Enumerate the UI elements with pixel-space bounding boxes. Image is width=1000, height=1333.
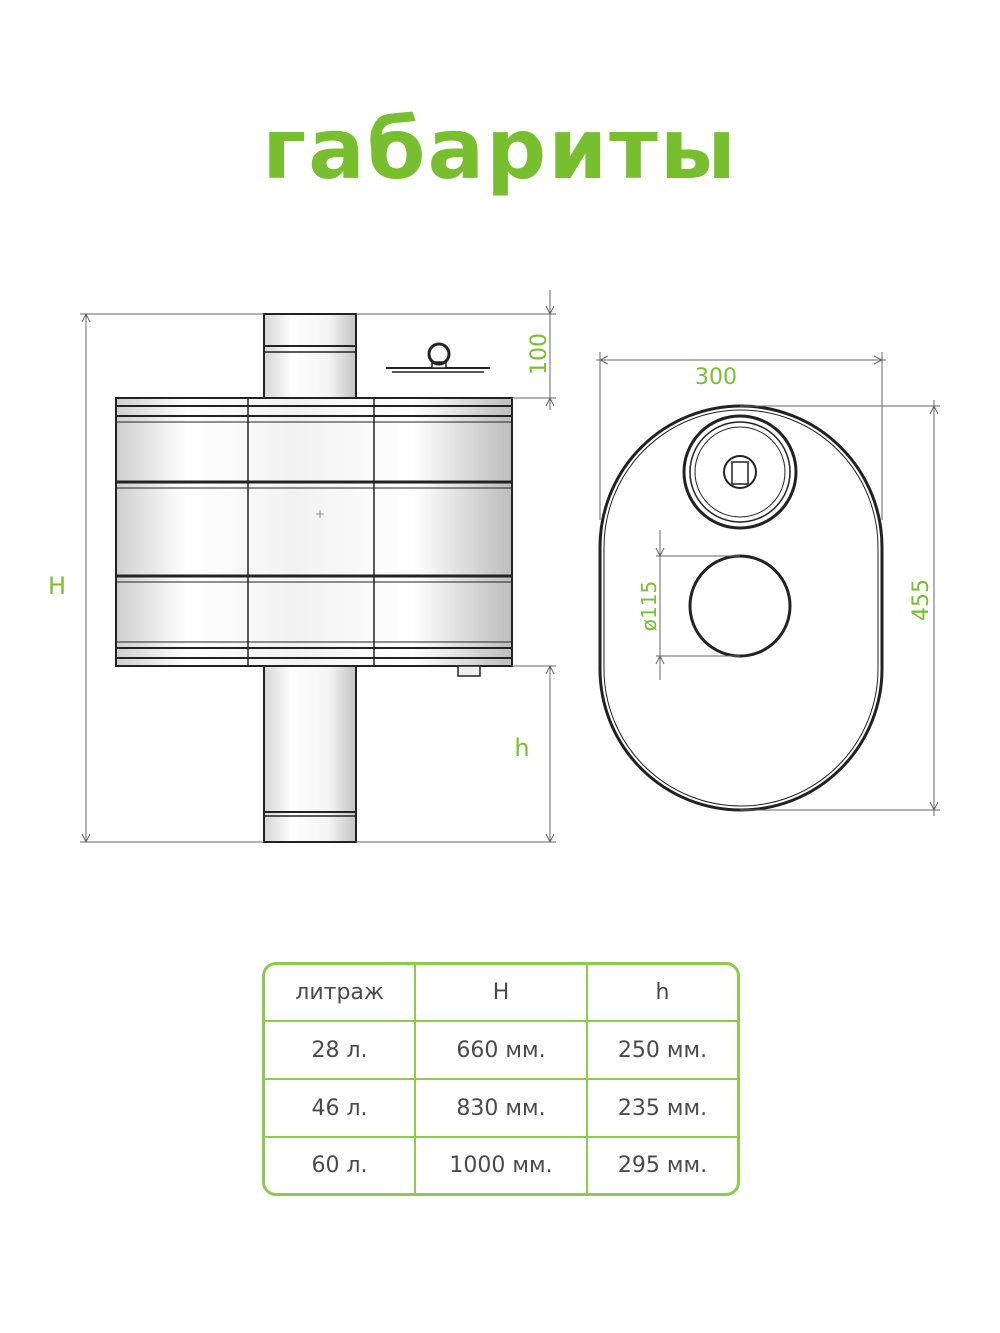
cell-h: 235 мм. (587, 1079, 737, 1137)
header-h: h (587, 965, 737, 1021)
cell-volume: 28 л. (265, 1021, 415, 1079)
drain-tap (458, 666, 480, 676)
label-diameter: ø115 (637, 580, 661, 632)
dimension-100 (356, 290, 556, 410)
page-title: габариты (262, 100, 738, 198)
cell-h: 295 мм. (587, 1137, 737, 1193)
top-pipe (264, 314, 356, 399)
header-volume: литраж (265, 965, 415, 1021)
header-H: H (415, 965, 587, 1021)
label-100: 100 (527, 333, 552, 375)
label-h: h (514, 734, 530, 762)
table-row (265, 1137, 737, 1193)
lid (386, 344, 490, 372)
cell-volume: 46 л. (265, 1079, 415, 1137)
table-header-row (265, 965, 737, 1021)
tank-body (116, 398, 512, 666)
cell-volume: 60 л. (265, 1137, 415, 1193)
svg-text:+: + (314, 507, 326, 521)
cell-h: 250 мм. (587, 1021, 737, 1079)
side-view (80, 290, 556, 842)
table-row (265, 1021, 737, 1079)
cell-H: 830 мм. (415, 1079, 587, 1137)
label-H: H (47, 572, 67, 600)
label-300: 300 (695, 365, 737, 390)
table-row (265, 1079, 737, 1137)
cell-H: 660 мм. (415, 1021, 587, 1079)
cell-H: 1000 мм. (415, 1137, 587, 1193)
spec-table (262, 962, 740, 1196)
label-455: 455 (909, 579, 934, 621)
